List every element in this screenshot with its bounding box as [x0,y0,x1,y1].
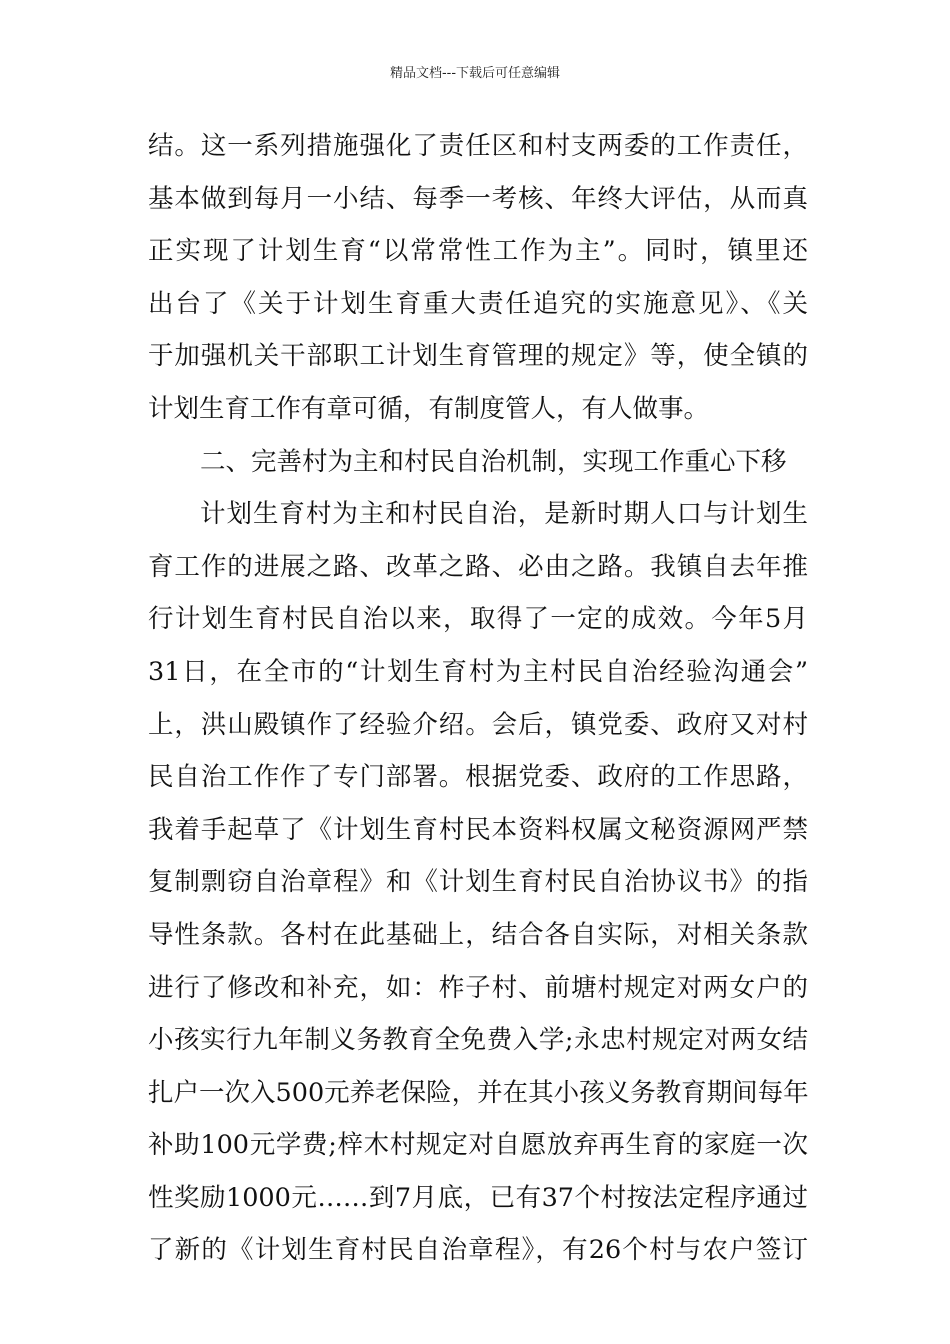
text-line: 扎户一次入500元养老保险，并在其小孩义务教育期间每年 [148,1077,809,1108]
text-line: 计划生育工作有章可循，有制度管人，有人做事。 [148,393,710,424]
text-line: 正实现了计划生育“以常常性工作为主”。同时，镇里还 [148,236,808,267]
text-line: 小孩实行九年制义务教育全免费入学;永忠村规定对两女结 [148,1025,808,1056]
page-header: 精品文档---下载后可任意编辑 [389,66,561,81]
text-line: 育工作的进展之路、改革之路、必由之路。我镇自去年推 [148,551,808,582]
text-line: 了新的《计划生育村民自治章程》，有26个村与农户签订 [148,1235,808,1266]
text-line: 31日，在全市的“计划生育村为主村民自治经验沟通会” [148,656,808,687]
text-line: 基本做到每月一小结、每季一考核、年终大评估，从而真 [148,183,808,214]
text-line: 补助100元学费;梓木村规定对自愿放弃再生育的家庭一次 [148,1130,808,1161]
text-line: 行计划生育村民自治以来，取得了一定的成效。今年5月 [148,604,808,635]
text-line: 于加强机关干部职工计划生育管理的规定》等，使全镇的 [148,341,808,372]
text-line: 性奖励1000元……到7月底，已有37个村按法定程序通过 [148,1182,808,1213]
section-heading: 二、完善村为主和村民自治机制，实现工作重心下移 [200,446,787,477]
text-line: 复制剽窃自治章程》和《计划生育村民自治协议书》的指 [148,867,808,898]
text-line: 民自治工作作了专门部署。根据党委、政府的工作思路， [148,762,808,793]
text-line: 我着手起草了《计划生育村民本资料权属文秘资源网严禁 [148,814,808,845]
document-body [148,120,808,1277]
text-line: 结。这一系列措施强化了责任区和村支两委的工作责任， [148,131,808,161]
text-line: 计划生育村为主和村民自治，是新时期人口与计划生 [200,499,808,530]
text-line: 进行了修改和补充，如：柞子村、前塘村规定对两女户的 [148,972,808,1003]
text-line: 出台了《关于计划生育重大责任追究的实施意见》、《关 [148,288,808,319]
text-line: 上，洪山殿镇作了经验介绍。会后，镇党委、政府又对村 [148,709,808,740]
text-line: 导性条款。各村在此基础上，结合各自实际，对相关条款 [148,919,808,950]
